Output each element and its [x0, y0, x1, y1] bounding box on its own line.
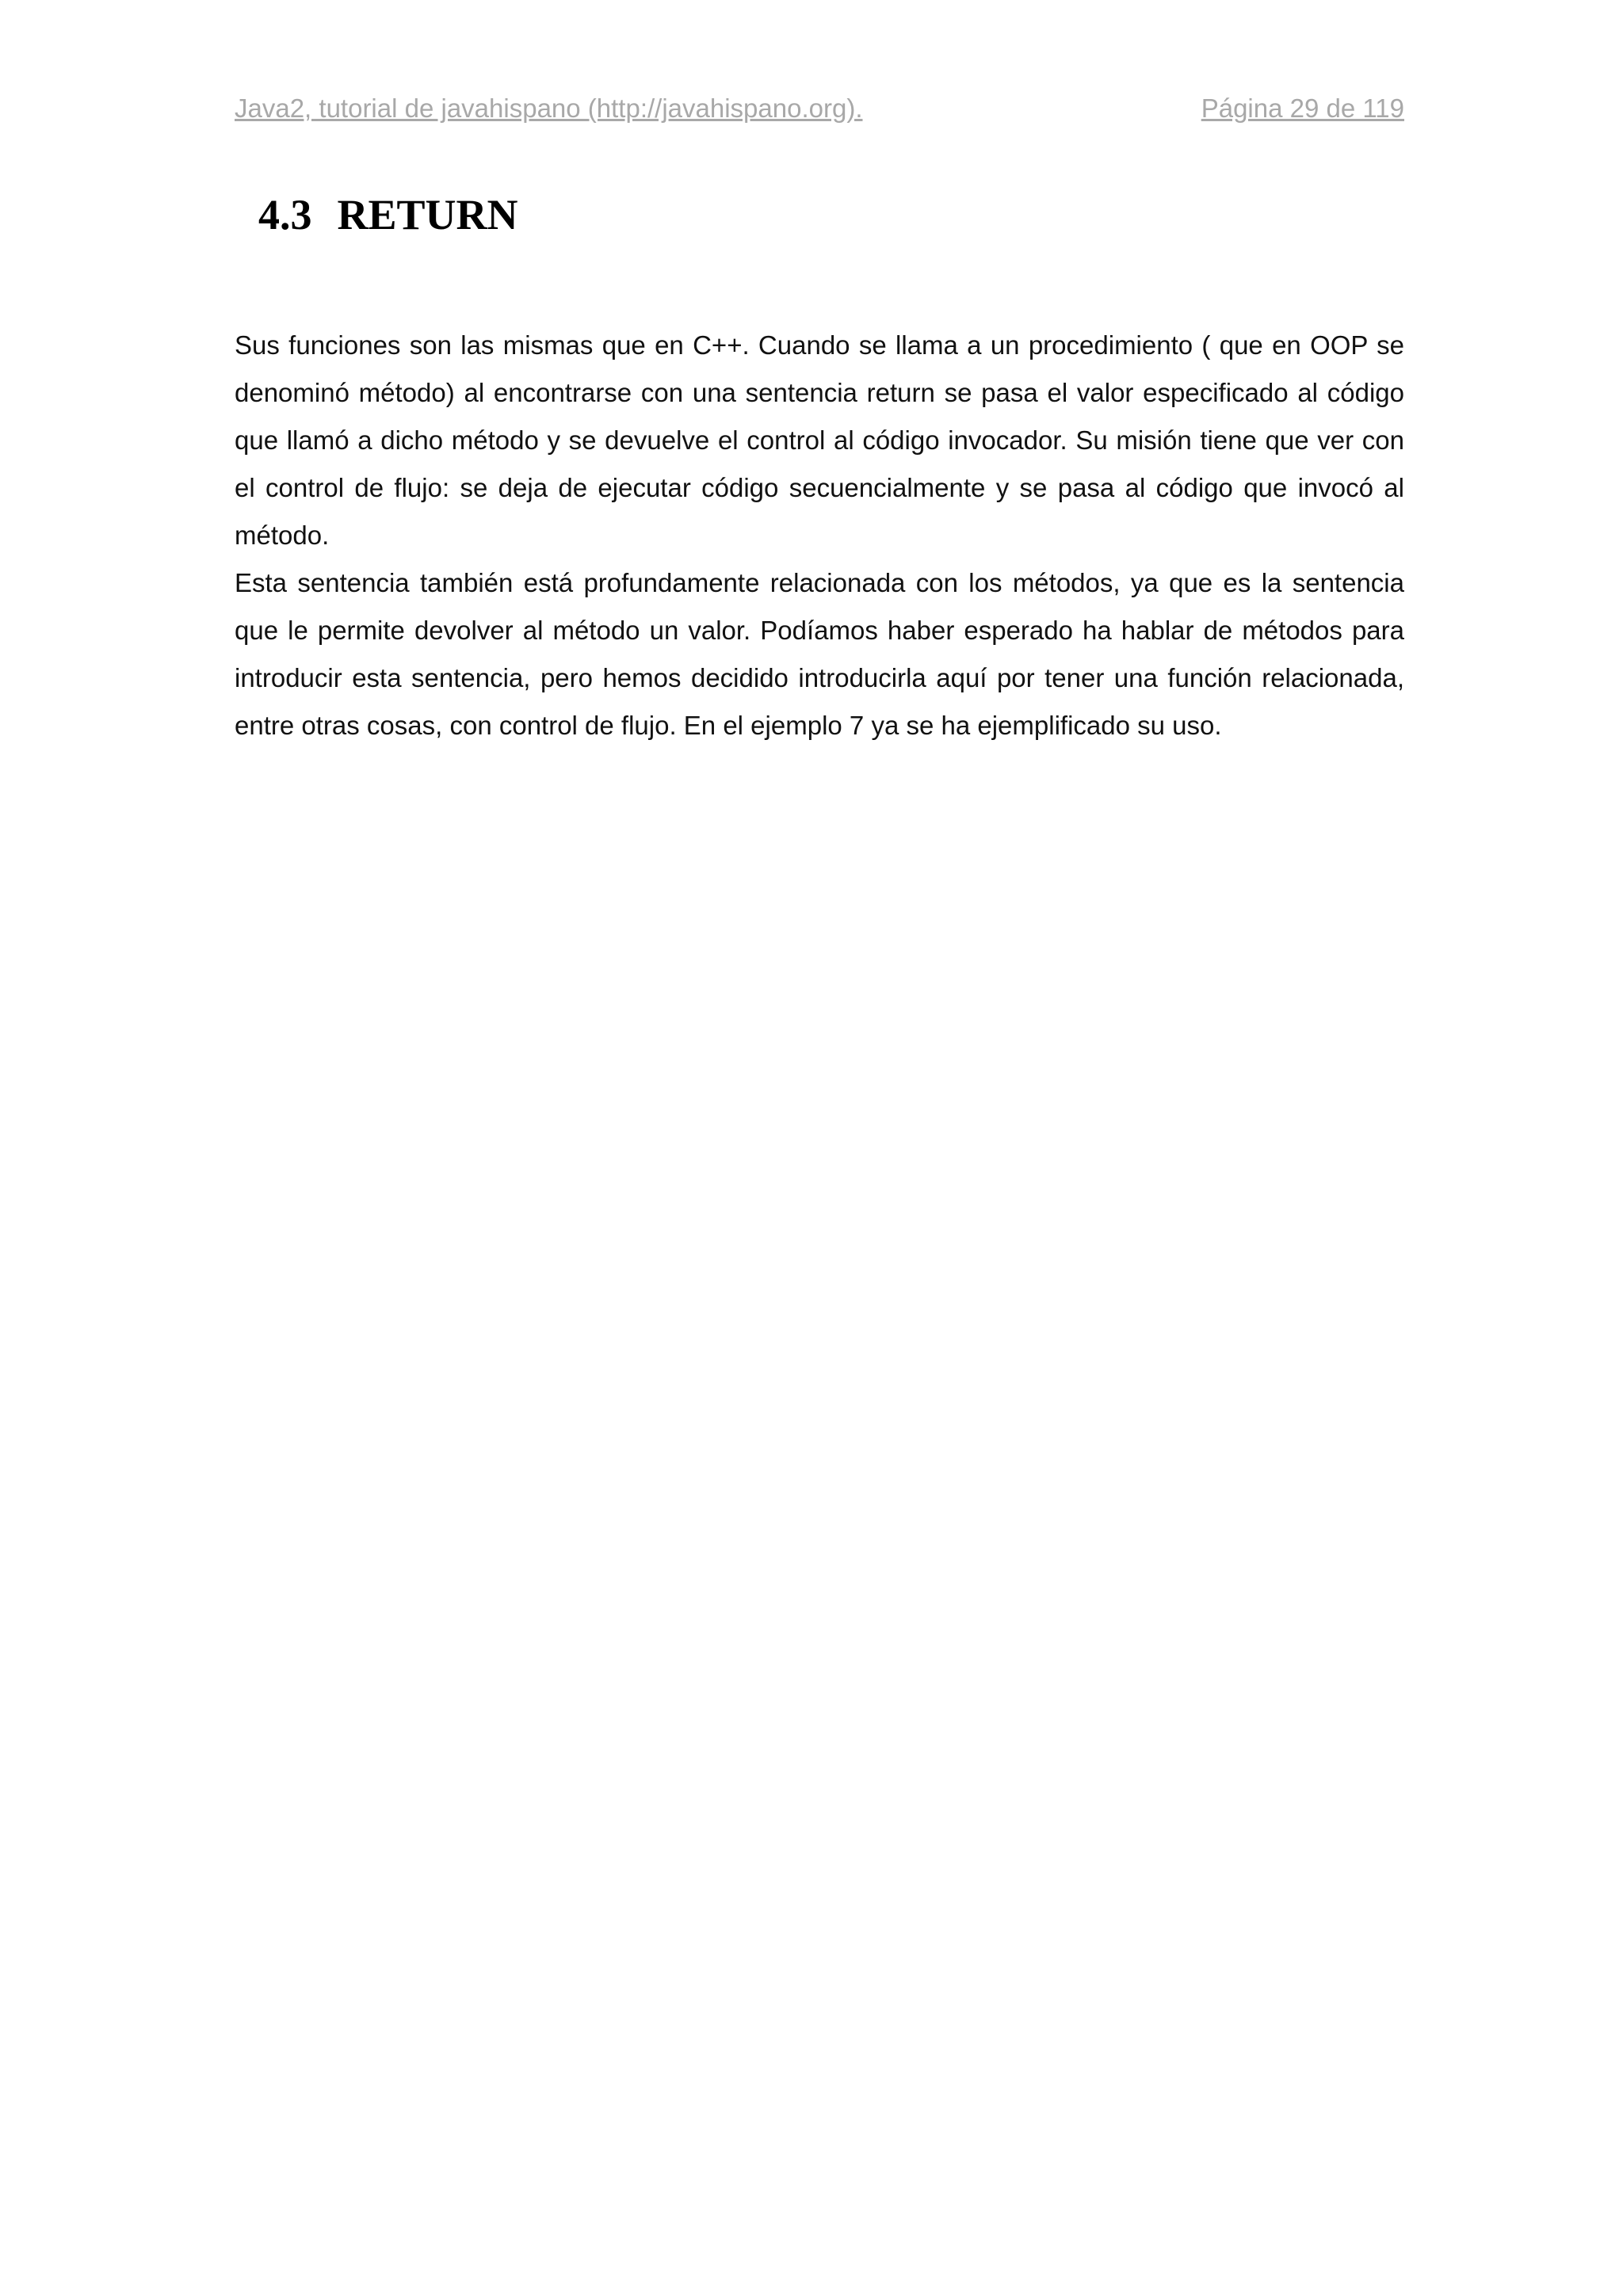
paragraph-2: Esta sentencia también está profundamente relacionada con los métodos, ya que es la sentencia que le permite devolver al método un valor. Podíamos haber esperado ha hablar de métodos para introducir esta sentencia, pero hemos decidido introducirla aquí por tener una función relacionada, entre otras cosas, con control de flujo. En el ejemplo 7 ya se ha ejemplificado su uso.: [235, 568, 1404, 740]
page-header: [235, 93, 1404, 132]
paragraph-1: Sus funciones son las mismas que en C++. Cuando se llama a un procedimiento ( que en OOP se denominó método) al encontrarse con una sentencia return se pasa el valor especificado al código que llamó a dicho método y se devuelve el control al código invocador. Su misión tiene que ver con el control de flujo: se deja de ejecutar código secuencialmente y se pasa al código que invocó al método.: [235, 330, 1404, 550]
header-document-title[interactable]: Java2, tutorial de javahispano (http://javahispano.org).: [235, 93, 863, 123]
body-text: [235, 322, 1404, 749]
section-heading: [258, 190, 518, 239]
header-page-number[interactable]: Página 29 de 119: [1201, 93, 1404, 123]
section-title: RETURN: [337, 191, 518, 238]
section-number: 4.3: [258, 191, 312, 238]
